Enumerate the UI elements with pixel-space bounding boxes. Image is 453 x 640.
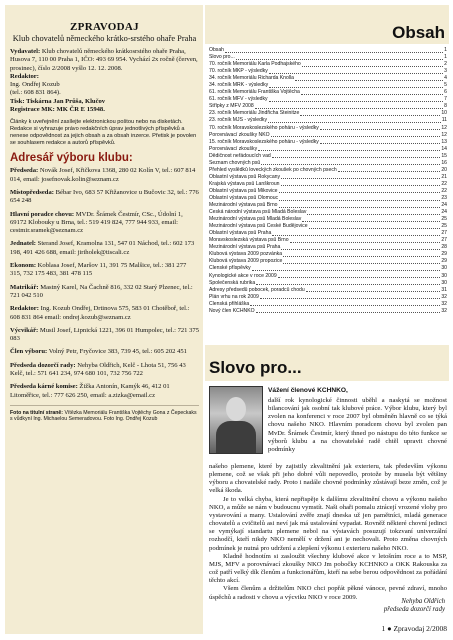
toc-page-number: 12: [441, 131, 447, 138]
toc-leader-dots: [281, 178, 440, 179]
contact-entry: [10, 305, 199, 322]
toc-entry-title: Mezinárodní výstava psů Mladá Boleslav: [209, 216, 302, 223]
signature-role: předseda dozorčí rady: [383, 606, 445, 614]
toc-entry[interactable]: [209, 216, 447, 223]
toc-entry[interactable]: [209, 174, 447, 181]
masthead-column: [5, 5, 203, 634]
toc-leader-dots: [302, 221, 440, 222]
toc-leader-dots: [309, 228, 441, 229]
toc-page-number: 13: [441, 138, 447, 145]
toc-entry[interactable]: [209, 110, 447, 117]
toc-page-number: 1: [444, 54, 447, 61]
toc-leader-dots: [338, 171, 441, 172]
toc-leader-dots: [272, 235, 440, 236]
contact-entry: [10, 262, 199, 279]
editorial-body: [209, 463, 447, 602]
photo-credit-label: Foto na titulní straně:: [10, 409, 64, 416]
toc-entry-title: Slovo pro...: [209, 54, 235, 61]
toc-page-number: 29: [441, 251, 447, 258]
contact-details: Žižka Antonín, Kamýk 46, 412 01 Litoměřice, tel.: 777 626 250, email: a.zizka@email.cz: [10, 383, 170, 399]
toc-entry[interactable]: [209, 103, 447, 110]
toc-page-number: 6: [444, 89, 447, 96]
contact-entry: [10, 383, 199, 400]
registration: Registrace MK: MK ČR E 15948.: [10, 106, 105, 114]
toc-entry[interactable]: [209, 230, 447, 237]
toc-leader-dots: [272, 157, 441, 158]
contact-role: Redaktor:: [10, 305, 39, 313]
toc-leader-dots: [320, 143, 440, 144]
publisher-block: [10, 48, 199, 114]
toc-entry-title: Krajská výstava psů Lanškroun: [209, 180, 280, 187]
print-info: Tisk: Tiskárna Jan Průša, Klučov: [10, 97, 106, 105]
issue-info: Vychází 2x ročně (červen, prosinec), číslo 2/2008 vyšlo 12. 12. 2008.: [10, 56, 198, 72]
contact-details: Bébar Ivo, 683 57 Křižanovice u Bučovic 32, tel.: 776 654 248: [10, 188, 199, 205]
toc-page-number: 16: [441, 159, 447, 166]
toc-leader-dots: [269, 101, 444, 102]
toc-page-number: 29: [441, 258, 447, 265]
masthead-title: ZPRAVODAJ: [70, 21, 139, 33]
toc-entry[interactable]: [209, 125, 447, 132]
toc-page-number: 30: [441, 279, 447, 286]
contact-details: Sterand Josef, Kramolna 131, 547 01 Náchod, tel.: 602 173 198, 491 426 688, email: jiriholek@tiscali.cz: [10, 240, 195, 256]
contact-role: Výcvikář:: [10, 326, 39, 334]
editorial-paragraph: Je to velká chyba, která nepřispěje k dalšímu zkvalitnění chovu a výkonu našeho NKO, a může se nám v budoucnu vymstít. Naši ohaři pomalu ztrácejí vrozené vlohy pro vystavování a many. Ustalování zvěře znají dneska už jen pamětníci, mladá generace chovatelů a cvičitelů asi neví jak má ustalování vypadat. Rovněž některé chovní jedinci se vymýkají standartu plemene nebol na výstavách posuzují tokzvaní univerzální rozhodčí, kteří nikdy NKO nemělí v držení ani je nechovali. Proto změna chovných podmínek je nutná pro udržení a zlepšení výkonu i exterieru našeho NKO.: [209, 495, 447, 552]
contact-details: Nehyba Oldřich, Kelč - Lhota 51, 756 43 Kelč, tel.: 571 641 234, 974 680 101, 732 756 722: [10, 361, 186, 378]
toc-leader-dots: [290, 242, 441, 243]
toc-entry[interactable]: [209, 244, 447, 251]
club-name: Klub chovatelů německého krátko-srstého ohaře Praha: [12, 34, 197, 43]
toc-entry-title: Dědičnost neřádoucích vad: [209, 152, 271, 159]
toc-page-number: 24: [441, 209, 447, 216]
contact-details: Volný Petr, Fryčovice 383, 739 45, tel.: 605 202 451: [48, 348, 187, 356]
toc-page-number: 1: [444, 47, 447, 53]
contact-role: Předseda dozorčí rady:: [10, 361, 76, 369]
photo-credit-text: Vítězka Memoriálu Františka Vojtěchy Gona z Čepeckaks s vůdkyní Ing. Michaelou Semeradovou. Foto Ing. Ondřej Kozub: [10, 409, 197, 423]
toc-page-number: 27: [441, 230, 447, 237]
content-column: [205, 5, 449, 634]
toc-leader-dots: [279, 207, 441, 208]
toc-leader-dots: [236, 59, 443, 60]
photo-credit: [10, 410, 199, 423]
contact-details: MVDr. Šrámek Čestmír, CSc., Údolní 1, 69172 Klobouky u Brna, tel.: 519 419 824, 777 944 933, email: cestmir.sramek@seznam.cz: [10, 210, 183, 235]
toc-page-number: 14: [441, 145, 447, 152]
contact-role: Ekonom:: [10, 262, 37, 270]
editor-label: Redaktor:: [10, 72, 39, 80]
toc-entry-title: Klubová výstava 2009 propozice: [209, 258, 283, 265]
toc-leader-dots: [281, 185, 441, 186]
toc-entry-title: Mezinárodní výstava psů Brno: [209, 202, 278, 209]
toc-entry-title: Mezinárodní výstava psů Praha: [209, 244, 281, 251]
toc-leader-dots: [225, 52, 443, 53]
toc-entry-title: 15. ročník Moravskoslezského poháru - výsledky: [209, 138, 319, 145]
toc-entry[interactable]: [209, 146, 447, 153]
toc-leader-dots: [307, 214, 440, 215]
toc-entry-title: Porovnávací zkoušky NKO: [209, 131, 270, 138]
editorial-paragraph-lead: další rok kynologické činnosti uběhl a naskytá se možnost bilancování jak osobní tak klubové práce. Výbor klubu, který byl zvolen na konferenci v roce 2007 byl obměněn hlavně co se týká chovu našeho NKO. Hlavním poradcem chovu byl zvolen pan MvDr. Šrámek Čestmír, který ihned po nástupu do této funkce se výborů klubu a na chovatelské radě chtěl upravit chovné podmínky: [268, 397, 447, 453]
toc-entry-title: Členská přihláška: [209, 300, 250, 307]
toc-leader-dots: [300, 115, 440, 116]
toc-entry-title: Oblastní výstava psů Praha: [209, 230, 272, 237]
toc-entry[interactable]: [209, 209, 447, 216]
toc-page-number: 22: [441, 180, 447, 187]
toc-leader-dots: [269, 87, 443, 88]
toc-page-number: 31: [441, 286, 447, 293]
divider: [10, 405, 199, 406]
toc-leader-dots: [252, 270, 441, 271]
committee-heading: Adresář výboru klubu:: [10, 152, 133, 165]
toc-page-number: 23: [441, 194, 447, 201]
toc-page-number: 4: [444, 75, 447, 82]
toc-leader-dots: [301, 94, 443, 95]
portrait-body: [216, 421, 256, 453]
toc-leader-dots: [306, 291, 441, 292]
toc-entry[interactable]: [209, 202, 447, 209]
toc-leader-dots: [279, 200, 440, 201]
toc-entry[interactable]: [209, 181, 447, 188]
toc-entry[interactable]: [209, 287, 447, 294]
toc-leader-dots: [283, 263, 440, 264]
toc-entry[interactable]: [209, 265, 447, 272]
toc-entry[interactable]: [209, 308, 447, 315]
publisher-text: Klub chovatelů německého krátkosrstého ohaře Praha, Husova 7, 110 00 Praha 1, IČO: 493 69 954.: [10, 48, 186, 64]
contact-role: Člen výboru:: [10, 348, 48, 356]
toc-entry[interactable]: [209, 132, 447, 139]
toc-entry-title: 70. ročník Memoriálu Karla Podhajského: [209, 61, 301, 68]
editorial-title: Slovo pro...: [209, 358, 302, 377]
toc-entry-title: Přehled vyslědků loveckých zkoušek po chovných psech: [209, 166, 337, 173]
signature: [384, 598, 445, 615]
toc-leader-dots: [279, 192, 441, 193]
toc-leader-dots: [256, 312, 441, 313]
toc-entry[interactable]: [209, 251, 447, 258]
toc-leader-dots: [320, 129, 440, 130]
toc-entry[interactable]: [209, 75, 447, 82]
toc-entry[interactable]: [209, 139, 447, 146]
toc-leader-dots: [258, 150, 440, 151]
toc-entry-title: Společenská rubrika: [209, 279, 256, 286]
toc-entry[interactable]: [209, 223, 447, 230]
contact-details: Musil Josef, Lipnická 1221, 396 01 Humpolec, tel.: 721 375 083: [10, 326, 200, 343]
toc-page-number: 32: [441, 300, 447, 307]
contact-role: Jednatel:: [10, 240, 37, 248]
greeting: Vážení členové KCHNKO,: [268, 387, 348, 394]
signature-name: Nehyba Oldřich: [401, 598, 445, 605]
toc-leader-dots: [281, 249, 440, 250]
toc-entry-title: Nový člen KCHNKO: [209, 307, 255, 314]
toc-entry-title: Seznam chovných psů: [209, 159, 261, 166]
editorial-paragraph: našeho plemene, které by zajistily zkvalitnění jak exterieru, tak především výkonu plemene, což se však při jeho dobré vůli nepovedlo, protože by musela být většiny výboru a chovatelské rady. Proto i nadále chovné podmínky zůstávají beze změn, což je velká škoda.: [209, 463, 447, 495]
toc-entry[interactable]: [209, 273, 447, 280]
toc-entry[interactable]: [209, 188, 447, 195]
toc-entry-title: Oblastní výstava psů Mikovice: [209, 187, 278, 194]
toc-leader-dots: [268, 122, 441, 123]
contact-entry: [10, 211, 199, 236]
toc-page-number: 27: [441, 237, 447, 244]
contact-entry: [10, 189, 199, 206]
toc-entry-title: Plán vrhu na rok 2009: [209, 293, 259, 300]
toc-leader-dots: [302, 66, 443, 67]
toc-entry[interactable]: [209, 61, 447, 68]
toc-page-number: 21: [441, 173, 447, 180]
toc-entry[interactable]: [209, 47, 447, 54]
toc-page-number: 24: [441, 202, 447, 209]
editorial-paragraph: Všem členům a držitelům NKO chci popřát pěkné vánoce, pevné zdraví, mnoho úspěchů a radosti v chovu a výcviku NKO v roce 2009.: [209, 585, 447, 601]
toc-entry-title: 34. ročník Memoriálu Richarda Knolla: [209, 75, 294, 82]
toc-page-number: 12: [441, 124, 447, 131]
contact-entry: [10, 327, 199, 344]
toc-leader-dots: [255, 108, 443, 109]
editorial-note: Články k uveřejnění zasílejte elektronickou poštou nebo na disketách. Redakce si vyhrazuje právo redakčních úprav jednotlivých příspěvků a nenese odpovědnost za jejich obsah a za obsah inzerce. Přetisk je povolen se souhlasem redakce a autorů příspěvků.: [10, 119, 197, 147]
toc-page-number: 32: [441, 293, 447, 300]
editorial-paragraph: Kladně hodnotím si zasloužit všechny klubové akce v letošním roce a to MSP, MJS, MFV a porovnávací zkoušky NKO Jm pobočky KCHNKO a OKK Rakouska za což patří velký dík členům a funkcionářům, kteří na sebe berou odpovědnost za pořádání těchto akcí.: [209, 552, 447, 585]
contact-entry: [10, 348, 199, 356]
toc-entry-title: 23. ročník MJS - výsledky: [209, 117, 268, 124]
toc-entry[interactable]: [209, 82, 447, 89]
toc-page-number: 28: [441, 244, 447, 251]
toc-entry-title: 70. ročník MKP - výsledky: [209, 68, 268, 75]
toc-entry-title: Porovnávací zkoušky: [209, 145, 258, 152]
toc-entry-title: Mezinárodní výstava psů České Budějovice: [209, 223, 308, 230]
contact-entry: [10, 240, 199, 257]
toc-entry-title: 70. ročník Moravskoslezského poháru - výsledky: [209, 124, 319, 131]
contact-entry: [10, 284, 199, 301]
toc-leader-dots: [261, 164, 440, 165]
toc-page-number: 10: [441, 110, 447, 117]
toc-entry[interactable]: [209, 294, 447, 301]
toc-page-number: 8: [444, 103, 447, 110]
toc-entry[interactable]: [209, 258, 447, 265]
contact-entry: [10, 167, 199, 184]
toc-entry-title: Kynologické akce v roce 2009: [209, 272, 277, 279]
toc-page-number: 30: [441, 265, 447, 272]
toc-entry-title: 61. ročník Memoriálu Františka Vojtěcha: [209, 89, 300, 96]
toc-page-number: 22: [441, 187, 447, 194]
toc-page-number: 5: [444, 82, 447, 89]
toc-entry[interactable]: [209, 153, 447, 160]
page-footer: 1 ● Zpravodaj 2/2008: [381, 624, 447, 633]
toc-page-number: 3: [444, 68, 447, 75]
author-portrait: [209, 386, 263, 454]
toc-entry[interactable]: [209, 301, 447, 308]
toc-entry-title: Moravskoslezská výstava psů Brno: [209, 237, 289, 244]
contact-role: Předseda kárné komise:: [10, 383, 78, 391]
toc-leader-dots: [278, 277, 441, 278]
editor-tel: (tel.: 608 831 864).: [10, 89, 61, 97]
toc-entry[interactable]: [209, 237, 447, 244]
committee-contacts: [10, 167, 199, 400]
toc-entry-title: 23. ročník Memoriálu Jindřicha Steinitze: [209, 110, 300, 117]
toc-page-number: 15: [441, 152, 447, 159]
toc-entry-title: Oblastní výstava psů Rokycany: [209, 173, 281, 180]
contact-details: Ing. Kozub Ondřej, Drtinova 575, 583 01 Chotěboř, tel.: 608 831 864 email: ondrej.kozub@seznam.cz: [10, 305, 190, 321]
editor-name: Ing. Ondřej Kozub: [10, 81, 60, 89]
toc-leader-dots: [295, 80, 443, 81]
toc-entry[interactable]: [209, 96, 447, 103]
toc-leader-dots: [269, 73, 443, 74]
toc-entry[interactable]: [209, 117, 447, 124]
contact-role: Matrikář:: [10, 283, 39, 291]
toc-page-number: 25: [441, 216, 447, 223]
toc-leader-dots: [250, 305, 440, 306]
toc-entry[interactable]: [209, 280, 447, 287]
toc-page-number: 7: [444, 96, 447, 103]
contact-role: Hlavní poradce chovu:: [10, 210, 75, 218]
contact-role: Předseda:: [10, 167, 39, 175]
toc-page-number: 11: [441, 117, 447, 124]
toc-leader-dots: [256, 284, 440, 285]
contact-role: Místopředseda:: [10, 188, 54, 196]
toc-entry-title: Členské příspěvky: [209, 265, 251, 272]
toc-entry-title: 61. ročník MFV - výsledky: [209, 96, 268, 103]
toc-page-number: 20: [441, 166, 447, 173]
toc-title: Obsah: [392, 23, 445, 42]
toc-page-number: 25: [441, 223, 447, 230]
toc-entry[interactable]: [209, 160, 447, 167]
toc-entry-title: Střípky z MFV 2008: [209, 103, 254, 110]
toc-entry[interactable]: [209, 54, 447, 61]
toc-page-number: 2: [444, 61, 447, 68]
toc-entry-title: Česká národní výstava psů Mladá Boleslav: [209, 209, 307, 216]
toc-entry[interactable]: [209, 68, 447, 75]
toc-leader-dots: [260, 298, 440, 299]
toc-entry[interactable]: [209, 195, 447, 202]
toc-leader-dots: [271, 136, 441, 137]
toc-entry[interactable]: [209, 89, 447, 96]
contact-details: Koblasa Josef, Maršov 11, 391 75 Malšice, tel.: 381 277 315, 732 175 483, 381 478 115: [10, 262, 187, 278]
toc-entry-title: Oblastní výstava psů Olomouc: [209, 194, 279, 201]
toc-entry-title: Obsah: [209, 47, 225, 53]
toc-leader-dots: [283, 256, 440, 257]
toc-page-number: 30: [441, 272, 447, 279]
toc-entry-title: Adresy předsedů pobocek, poradců chodu: [209, 286, 305, 293]
publisher-label: Vydavatel:: [10, 48, 41, 55]
contact-entry: [10, 362, 199, 379]
contact-details: Mastný Karel, Na Čachně 816, 332 02 Starý Plzenec, tel.: 721 042 510: [10, 283, 193, 299]
toc-page-number: 32: [441, 307, 447, 314]
toc-entry[interactable]: [209, 167, 447, 174]
toc-entry-title: 34. ročník MRK - výsledky: [209, 82, 269, 89]
table-of-contents: [209, 47, 447, 315]
toc-entry-title: Klubová výstava 2009 pozvánka: [209, 251, 283, 258]
contact-details: Novák Josef, Křičkova 1368, 280 02 Kolín V, tel.: 607 814 014, email: josefnovak.kolin@seznam.cz: [10, 167, 196, 183]
portrait-face: [226, 397, 246, 421]
